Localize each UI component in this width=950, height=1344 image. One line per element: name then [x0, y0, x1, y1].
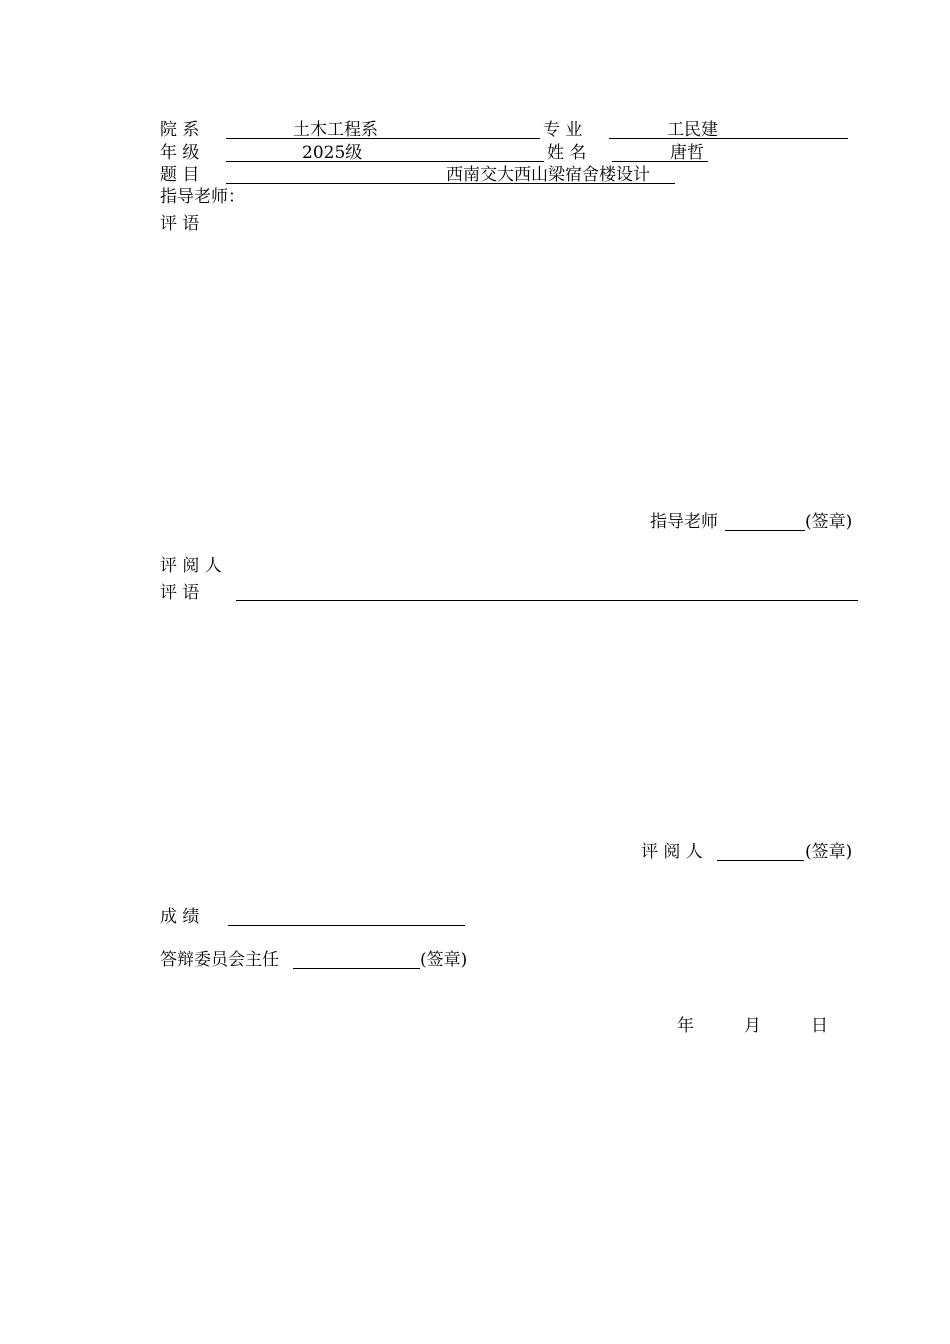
advisor-sign-underline — [725, 530, 805, 531]
name-label: 姓 名 — [547, 143, 587, 163]
grade-result-label: 成 绩 — [160, 907, 200, 927]
grade-value: 2025级 — [302, 143, 363, 163]
grade-underline — [226, 161, 544, 162]
reviewer-sign-label: 评 阅 人 — [641, 842, 703, 862]
name-value: 唐哲 — [670, 143, 704, 163]
title-value: 西南交大西山梁宿舍楼设计 — [446, 165, 650, 185]
major-underline — [609, 138, 848, 139]
reviewer-comment-underline — [236, 600, 858, 601]
advisor-comment-label: 评 语 — [160, 214, 200, 234]
title-label: 题 目 — [160, 165, 200, 185]
reviewer-heading: 评 阅 人 — [160, 556, 222, 576]
reviewer-sign-underline — [717, 860, 804, 861]
date-year: 年 — [677, 1016, 694, 1036]
committee-chair-underline — [293, 968, 420, 969]
grade-result-underline — [228, 925, 465, 926]
reviewer-comment-label: 评 语 — [160, 583, 200, 603]
committee-seal: (签章) — [420, 950, 468, 970]
major-label: 专 业 — [543, 120, 583, 140]
advisor-sign-label: 指导老师 — [650, 512, 718, 532]
department-underline — [226, 138, 540, 139]
department-value: 土木工程系 — [293, 120, 378, 140]
advisor-heading: 指导老师： — [160, 187, 245, 207]
committee-chair-label: 答辩委员会主任 — [160, 950, 279, 970]
department-label: 院 系 — [160, 120, 200, 140]
date-day: 日 — [811, 1016, 828, 1036]
date-month: 月 — [744, 1016, 761, 1036]
advisor-seal: (签章) — [805, 512, 853, 532]
major-value: 工民建 — [667, 120, 718, 140]
reviewer-seal: (签章) — [805, 842, 853, 862]
grade-label: 年 级 — [160, 143, 200, 163]
